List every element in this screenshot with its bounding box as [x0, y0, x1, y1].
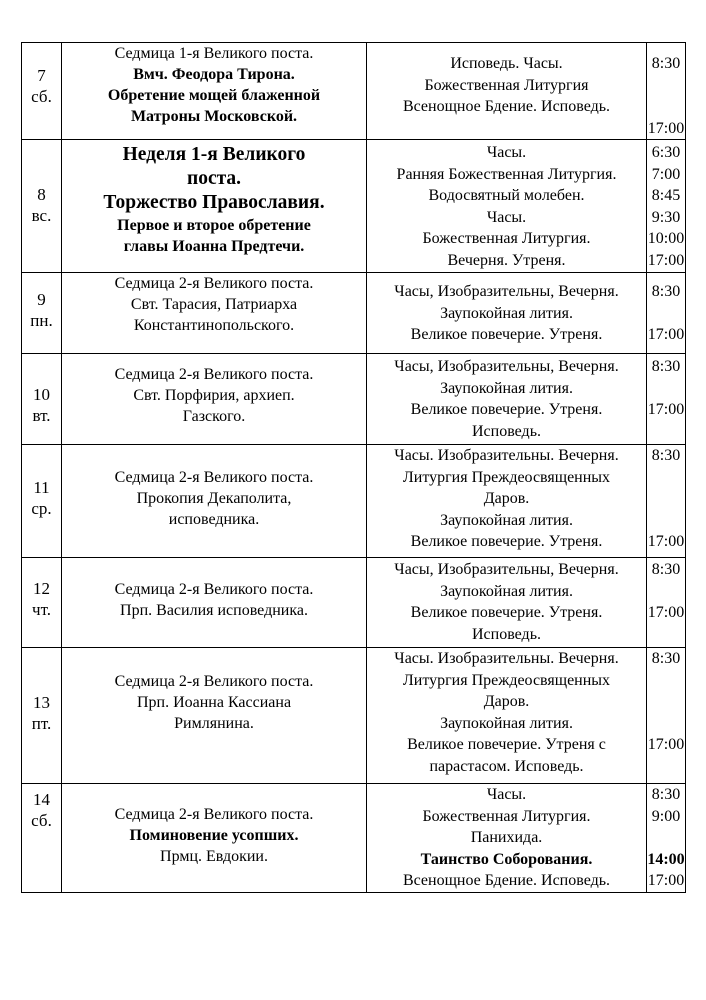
service-time: 7:00: [651, 165, 681, 183]
service-time: 8:30: [651, 561, 681, 578]
day-cell: [22, 43, 62, 140]
description-line: Прп. Иоанна Кассиана: [136, 694, 292, 711]
day-row: [22, 558, 686, 648]
description-line: Седмица 2-я Великого поста.: [114, 366, 314, 383]
service-time: [647, 713, 685, 735]
service-line: Часы.: [486, 144, 527, 161]
times-cell: [647, 140, 686, 273]
services-cell: [367, 445, 647, 558]
service-line: Часы.: [486, 786, 527, 803]
day-description: [62, 354, 367, 445]
service-time: [647, 581, 685, 603]
day-description: [62, 784, 367, 893]
times-cell: [647, 445, 686, 558]
description-line: Римлянина.: [174, 715, 254, 732]
service-time: 8:30: [651, 786, 681, 803]
service-time: 17:00: [647, 326, 685, 343]
service-time: 6:30: [651, 144, 681, 161]
day-row: [22, 43, 686, 140]
service-line: Вечерня. Утреня.: [447, 251, 566, 269]
day-cell: [22, 273, 62, 354]
description-line: поста.: [186, 168, 242, 189]
service-time: 9:00: [651, 807, 681, 825]
service-time: 14:00: [647, 850, 685, 868]
description-line: Прмц. Евдокии.: [160, 848, 268, 865]
times-cell: [647, 558, 686, 648]
services-cell: [367, 273, 647, 354]
service-line: Великое повечерие. Утреня.: [410, 401, 603, 418]
service-time: [647, 378, 685, 400]
description-line: Неделя 1-я Великого: [122, 144, 306, 165]
description-line: Газского.: [182, 408, 246, 425]
day-number: 8: [37, 185, 46, 204]
day-number: 9: [37, 290, 46, 309]
service-line: Ранняя Божественная Литургия.: [396, 165, 617, 183]
service-line: Великое повечерие. Утреня.: [410, 533, 603, 550]
service-line: Заупокойная лития.: [440, 582, 573, 600]
service-line: Даров.: [483, 693, 530, 710]
description-line: Седмица 1-я Великого поста.: [114, 45, 314, 62]
service-time: 8:30: [651, 650, 681, 667]
times-cell: [647, 43, 686, 140]
service-line: Часы. Изобразительны. Вечерня.: [394, 447, 619, 464]
service-line: Заупокойная лития.: [440, 511, 573, 529]
day-of-week: пт.: [31, 714, 52, 733]
day-row: [22, 784, 686, 893]
service-time: 10:00: [647, 230, 685, 247]
service-line: Великое повечерие. Утреня с: [407, 736, 606, 753]
service-time: 8:30: [651, 283, 681, 300]
description-line: Поминовение усопших.: [129, 827, 299, 844]
service-line: Заупокойная лития.: [440, 304, 573, 322]
description-line: Седмица 2-я Великого поста.: [114, 275, 314, 292]
description-line: Обретение мощей блаженной: [107, 87, 321, 104]
service-line: Божественная Литургия.: [422, 230, 591, 247]
day-description: [62, 273, 367, 354]
day-row: [22, 354, 686, 445]
service-line: Божественная Литургия.: [422, 807, 591, 825]
service-time: 17:00: [647, 119, 685, 137]
description-line: Вмч. Феодора Тирона.: [133, 66, 295, 83]
day-of-week: сб.: [31, 87, 52, 106]
service-line: Великое повечерие. Утреня.: [410, 604, 603, 621]
services-cell: [367, 43, 647, 140]
day-of-week: ср.: [31, 499, 52, 518]
service-time: [647, 488, 685, 510]
service-line: Исповедь. Часы.: [450, 55, 563, 72]
description-line: Седмица 2-я Великого поста.: [114, 469, 314, 486]
service-line: Часы.: [486, 208, 527, 226]
times-cell: [647, 784, 686, 893]
service-time: 8:30: [651, 55, 681, 72]
day-number: 11: [33, 478, 50, 497]
description-line: Свт. Тарасия, Патриарха: [130, 296, 298, 313]
day-cell: [22, 354, 62, 445]
service-line: Часы, Изобразительны, Вечерня.: [394, 283, 619, 300]
service-line: Исповедь.: [471, 422, 541, 440]
day-description: [62, 558, 367, 648]
day-number: 10: [33, 385, 50, 404]
day-cell: [22, 558, 62, 648]
service-line: Водосвятный молебен.: [428, 187, 585, 204]
service-line: Божественная Литургия: [424, 76, 589, 94]
times-cell: [647, 648, 686, 784]
day-cell: [22, 140, 62, 273]
day-row: [22, 445, 686, 558]
service-line: Литургия Преждеосвященных: [402, 671, 611, 689]
service-line: Всенощное Бдение. Исповедь.: [402, 98, 611, 115]
service-line: Литургия Преждеосвященных: [402, 468, 611, 486]
description-line: Матроны Московской.: [130, 108, 298, 125]
description-line: главы Иоанна Предтечи.: [123, 238, 305, 255]
description-line: Седмица 2-я Великого поста.: [114, 673, 314, 690]
day-of-week: сб.: [31, 811, 52, 830]
service-line: Часы, Изобразительны, Вечерня.: [394, 561, 619, 578]
description-line: Свт. Порфирия, архиеп.: [133, 387, 295, 404]
times-cell: [647, 354, 686, 445]
day-cell: [22, 445, 62, 558]
service-time: 17:00: [647, 251, 685, 269]
service-line: Часы, Изобразительны, Вечерня.: [394, 358, 619, 375]
day-of-week: пн.: [30, 311, 53, 330]
description-line: Седмица 2-я Великого поста.: [114, 581, 314, 598]
day-cell: [22, 784, 62, 893]
service-time: 8:30: [651, 358, 681, 375]
day-row: [22, 140, 686, 273]
day-of-week: чт.: [32, 600, 51, 619]
service-time: [647, 467, 685, 489]
service-time: 17:00: [647, 872, 685, 889]
service-line: Заупокойная лития.: [440, 379, 573, 397]
service-line: Великое повечерие. Утреня.: [410, 326, 603, 343]
service-line: Таинство Соборования.: [420, 850, 593, 868]
service-time: [647, 96, 685, 118]
service-line: Всенощное Бдение. Исповедь.: [402, 872, 611, 889]
day-cell: [22, 648, 62, 784]
day-row: [22, 273, 686, 354]
service-line: Часы. Изобразительны. Вечерня.: [394, 650, 619, 667]
schedule-table: [21, 42, 686, 893]
services-cell: [367, 648, 647, 784]
day-description: [62, 445, 367, 558]
times-cell: [647, 273, 686, 354]
day-description: [62, 648, 367, 784]
service-time: 17:00: [647, 401, 685, 418]
service-time: [647, 510, 685, 532]
description-line: Константинопольского.: [133, 317, 295, 334]
service-line: Исповедь.: [471, 625, 541, 643]
service-time: 8:30: [651, 447, 681, 464]
day-description: [62, 43, 367, 140]
schedule-body: [22, 43, 686, 893]
service-line: Даров.: [483, 490, 530, 507]
services-cell: [367, 784, 647, 893]
description-line: Прокопия Декаполита,: [136, 490, 292, 507]
service-time: [647, 670, 685, 692]
day-row: [22, 648, 686, 784]
services-cell: [367, 354, 647, 445]
service-time: [647, 75, 685, 97]
description-line: Прп. Василия исповедника.: [120, 602, 308, 619]
day-number: 7: [37, 66, 46, 85]
description-line: Седмица 2-я Великого поста.: [114, 806, 314, 823]
description-line: исповедника.: [168, 511, 260, 528]
service-line: парастасом. Исповедь.: [429, 757, 584, 775]
day-number: 12: [33, 579, 50, 598]
day-number: 13: [33, 693, 50, 712]
service-line: Панихида.: [470, 829, 543, 846]
service-time: [647, 303, 685, 325]
service-time: 17:00: [647, 533, 685, 550]
services-cell: [367, 558, 647, 648]
service-time: [647, 827, 685, 849]
description-line: Торжество Православия.: [103, 192, 325, 213]
description-line: Первое и второе обретение: [117, 217, 311, 234]
service-time: 17:00: [647, 604, 685, 621]
day-number: 14: [33, 790, 50, 809]
day-of-week: вс.: [31, 206, 52, 225]
service-time: 17:00: [647, 736, 685, 753]
service-time: 8:45: [651, 187, 681, 204]
day-of-week: вт.: [32, 406, 51, 425]
day-description: [62, 140, 367, 273]
service-line: Заупокойная лития.: [440, 714, 573, 732]
service-time: [647, 691, 685, 713]
services-cell: [367, 140, 647, 273]
service-time: 9:30: [651, 208, 681, 226]
